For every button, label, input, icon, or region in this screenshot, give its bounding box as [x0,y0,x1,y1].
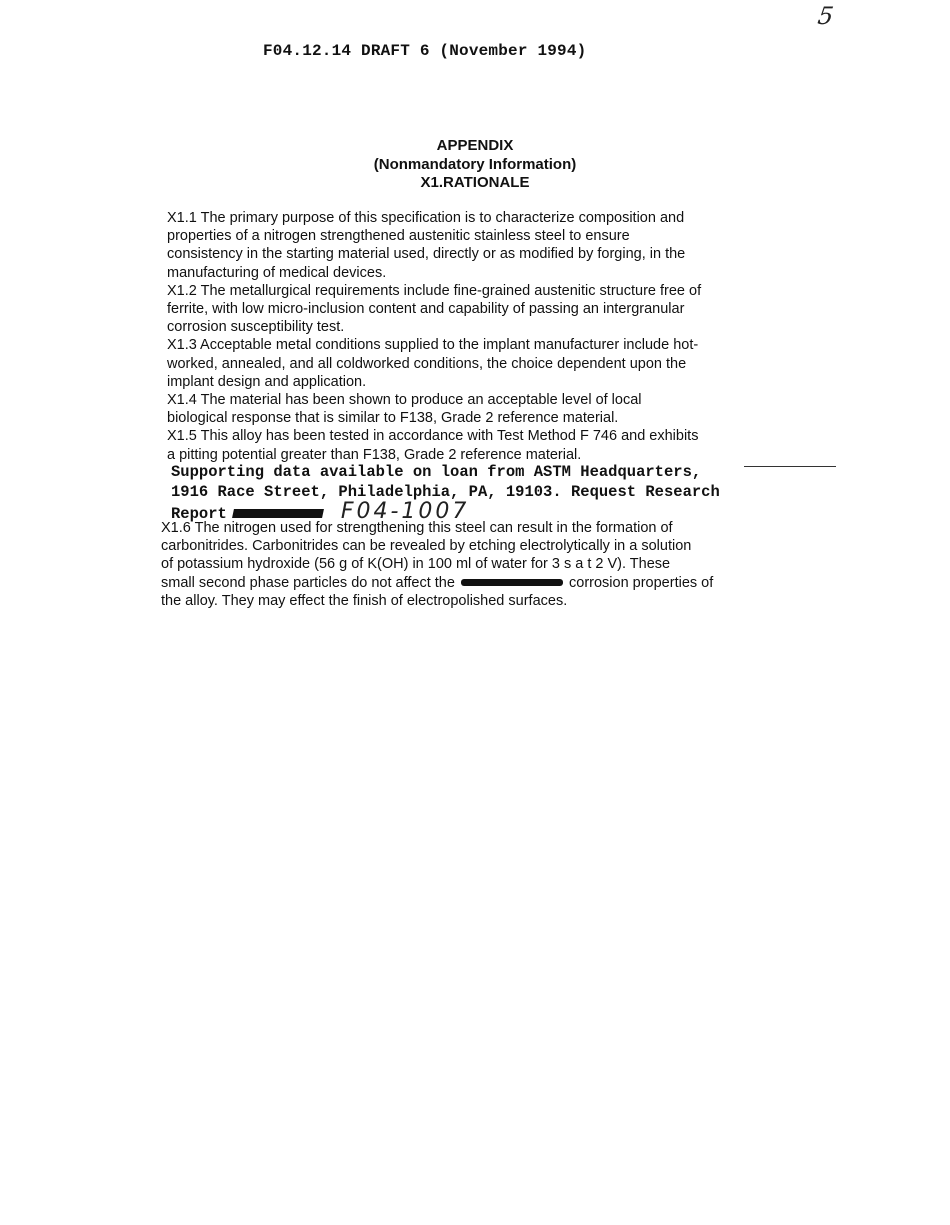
appendix-subtitle: (Nonmandatory Information) [373,155,577,173]
text-line: manufacturing of medical devices. [167,264,387,281]
text-line: biological response that is similar to F138, Grade 2 reference material. [167,410,619,427]
text-line: small second phase particles do not affect the [161,574,455,591]
redaction-mark [461,579,563,586]
text-line: X1.4 The material has been shown to produce an acceptable level of local [167,392,642,409]
paragraph-x1-6-body [161,519,801,610]
text-line: X1.6 The nitrogen used for strengthening this steel can result in the formation of [161,520,673,536]
paragraph-x1-1 [167,209,807,282]
text-line: consistency in the starting material used, directly or as modified by forging, in the [167,246,686,263]
text-line: of potassium hydroxide (56 g of K(OH) in 100 ml of water for 3 s a t 2 V). These [161,556,671,573]
report-label: Report [171,505,227,523]
paragraph-x1-6 [161,519,801,610]
appendix-heading [280,137,670,193]
text-line: carbonitrides. Carbonitrides can be revealed by etching electrolytically in a solution [161,538,692,555]
paragraph-x1-4 [167,391,807,427]
paragraph-x1-2 [167,282,807,337]
text-line: ferrite, with low micro-inclusion content and capability of passing an intergranular [167,301,685,318]
draft-header: F04.12.14 DRAFT 6 (November 1994) [263,42,587,60]
appendix-title: APPENDIX [436,137,514,154]
text-line: properties of a nitrogen strengthened austenitic stainless steel to ensure [167,228,630,245]
text-line: implant design and application. [167,373,367,390]
text-line: corrosion susceptibility test. [167,319,345,336]
supporting-data-note [171,463,851,525]
text-line: the alloy. They may effect the finish of electropolished surfaces. [161,592,568,609]
text-line: X1.3 Acceptable metal conditions supplied to the implant manufacturer include hot- [167,337,699,354]
text-line: corrosion properties of [569,574,714,591]
text-line: X1.5 This alloy has been tested in accordance with Test Method F 746 and exhibits [167,428,699,445]
text-line: a pitting potential greater than F138, Grade 2 reference material. [167,446,582,463]
text-line: X1.2 The metallurgical requirements include fine-grained austenitic structure free of [167,282,702,299]
rationale-paragraphs [167,209,807,464]
handwritten-page-number: 5 [816,2,836,30]
text-line: worked, annealed, and all coldworked conditions, the choice dependent upon the [167,355,687,372]
section-title: X1.RATIONALE [420,174,530,191]
handwritten-report-number: F04-1007 [340,499,470,524]
paragraph-x1-5 [167,427,807,463]
text-line: X1.1 The primary purpose of this specification is to characterize composition and [167,210,685,226]
paragraph-x1-3 [167,336,807,391]
support-line: 1916 Race Street, Philadelphia, PA, 19103. Request Research [171,482,720,501]
support-line: Supporting data available on loan from ASTM Headquarters, [171,463,702,481]
redaction-mark [232,509,324,518]
